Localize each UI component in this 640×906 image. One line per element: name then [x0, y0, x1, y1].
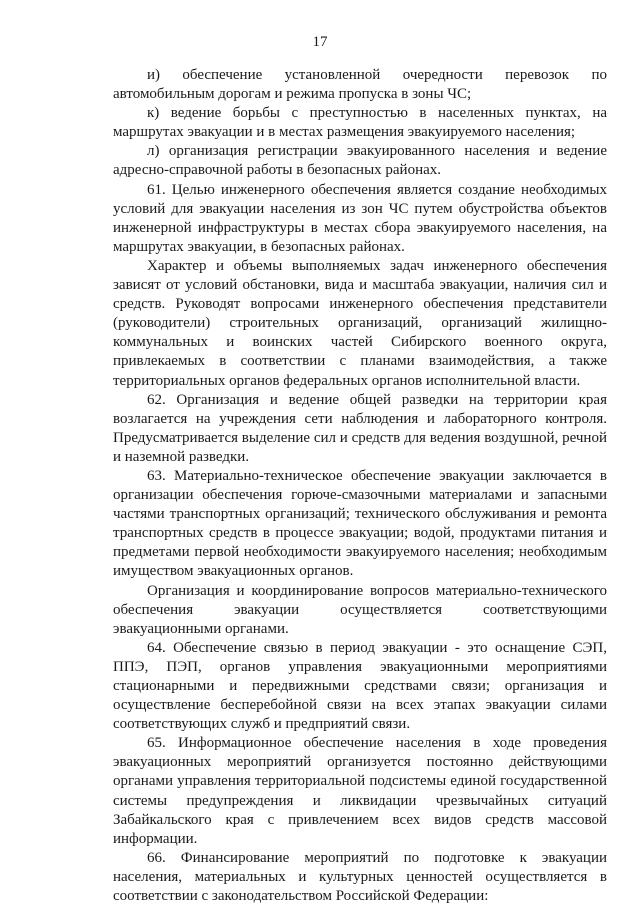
- paragraph-62: 62. Организация и ведение общей разведки на территории края возлагается на учреждения сети наблюдения и лабораторного контроля. Предусматривается выделение сил и средств для ведения воздушной, речной и наземной разведки.: [113, 391, 607, 465]
- paragraph-item-l: л) организация регистрации эвакуированного населения и ведение адресно-справочной работы в безопасных районах.: [113, 143, 607, 179]
- paragraph-64: 64. Обеспечение связью в период эвакуации - это оснащение СЭП, ППЭ, ПЭП, органов управления эвакуационными мероприятиями стационарными и передвижными средствами связи; организация и осуществление бесперебойной связи на всех этапах эвакуации силами соответствующих служб и предприятий связи.: [113, 639, 607, 733]
- paragraph-63: 63. Материально-техническое обеспечение эвакуации заключается в организации обеспечения горюче-смазочными материалами и запасными частями транспортных организаций; технического обслуживания и ремонта транспортных средств в процессе эвакуации; водой, продуктами питания и предметами первой необходимости эвакуируемого населения; необходимым имуществом эвакуационных органов.: [113, 467, 607, 580]
- document-body: [113, 66, 607, 906]
- paragraph-item-k: к) ведение борьбы с преступностью в населенных пунктах, на маршрутах эвакуации и в местах размещения эвакуируемого населения;: [113, 105, 607, 141]
- paragraph-63-continued: Организация и координирование вопросов материально-технического обеспечения эвакуации осуществляется соответствующими эвакуационными органами.: [113, 582, 607, 637]
- paragraph-65: 65. Информационное обеспечение населения в ходе проведения эвакуационных мероприятий организуется постоянно действующими органами управления территориальной подсистемы единой государственной системы предупреждения и ликвидации чрезвычайных ситуаций Забайкальского края с привлечением всех видов средств массовой информации.: [113, 735, 607, 847]
- paragraph-61: 61. Целью инженерного обеспечения является создание необходимых условий для эвакуации населения из зон ЧС путем обустройства объектов инженерной инфраструктуры в местах сбора эвакуируемого населения, на маршрутах эвакуации, в безопасных районах.: [113, 181, 607, 255]
- paragraph-61-continued: Характер и объемы выполняемых задач инженерного обеспечения зависят от условий обстановки, вида и масштаба эвакуации, наличия сил и средств. Руководят вопросами инженерного обеспечения представители (руководители) строительных организаций, организаций жилищно-коммунальных и воинских частей Сибирского военного округа, привлекаемых в соответствии с планами взаимодействия, а также территориальных органов федеральных органов исполнительной власти.: [113, 257, 607, 389]
- page-number: 17: [312, 34, 328, 50]
- paragraph-66: 66. Финансирование мероприятий по подготовке к эвакуации населения, материальных и культурных ценностей осуществляется в соответствии с законодательством Российской Федерации:: [113, 849, 607, 905]
- paragraph-item-i: и) обеспечение установленной очередности перевозок по автомобильным дорогам и режима пропуска в зоны ЧС;: [113, 67, 607, 103]
